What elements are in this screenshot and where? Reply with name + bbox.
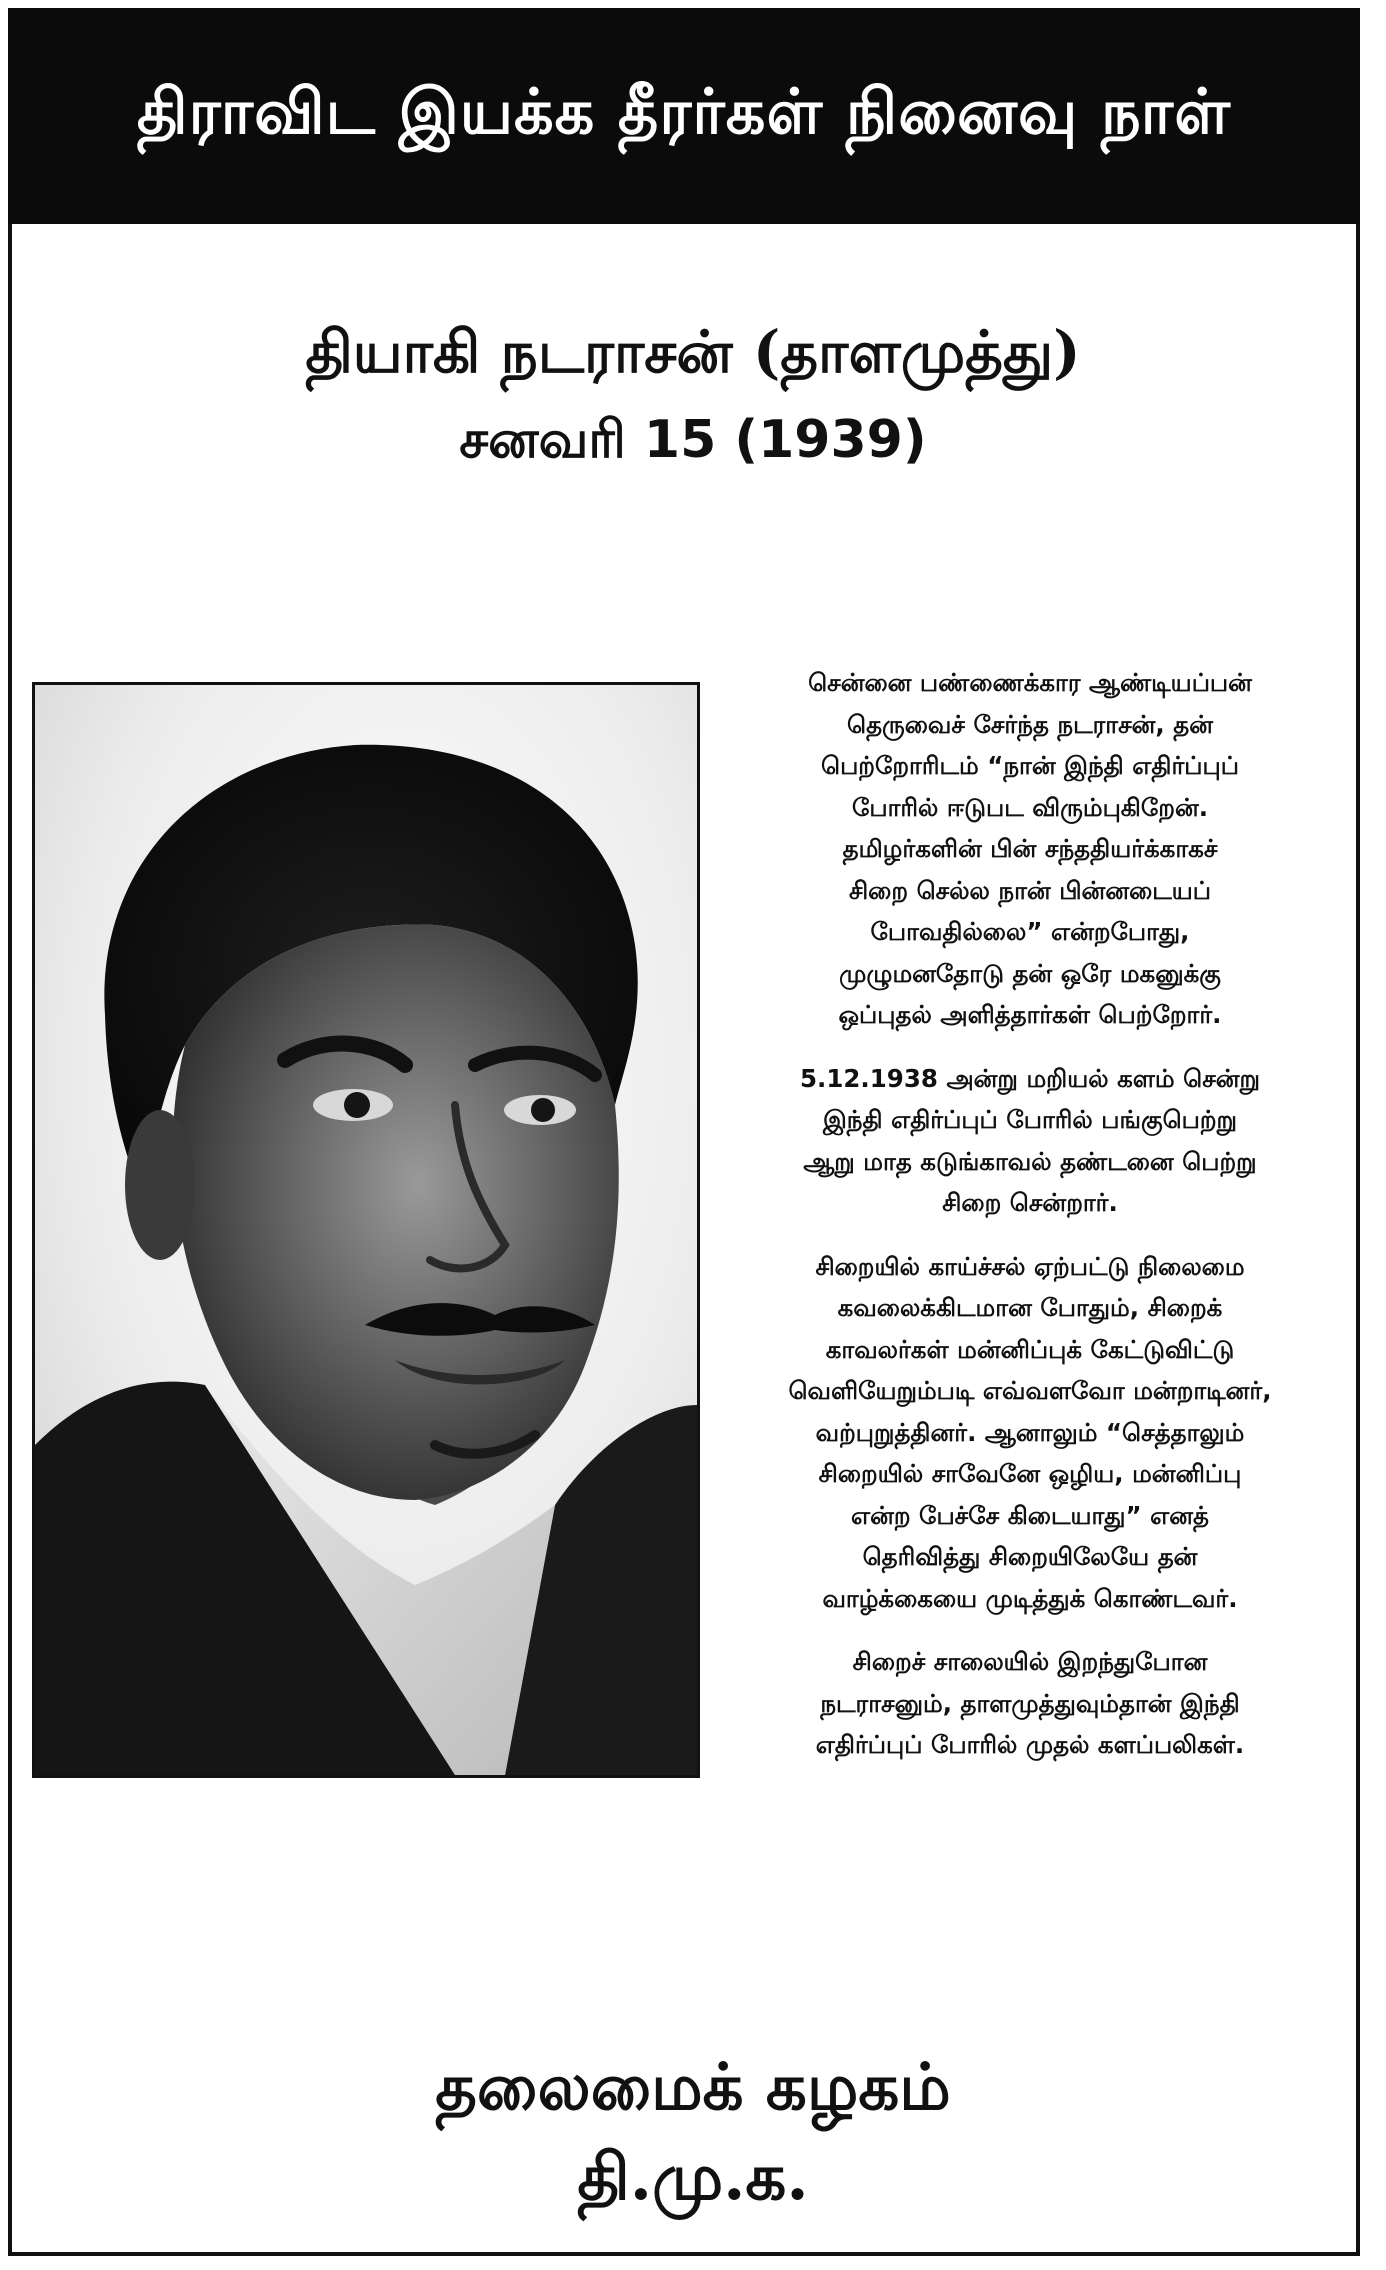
bio-line: என்ற பேச்சே கிடையாது” எனத் xyxy=(850,1500,1210,1530)
bio-line: சிறையில் சாவேனே ஒழிய, மன்னிப்பு xyxy=(818,1459,1242,1488)
bio-line: சிறையில் காய்ச்சல் ஏற்பட்டு நிலைமை xyxy=(815,1251,1245,1281)
banner-title: திராவிட இயக்க தீரர்கள் நினைவு நாள் xyxy=(136,75,1232,148)
bio-line: தெரிவித்து சிறையிலேயே தன் xyxy=(862,1542,1198,1571)
bio-paragraph-3 xyxy=(710,1246,1350,1620)
bio-line: சிறைச் சாலையில் இறந்துபோன xyxy=(852,1647,1208,1676)
biography-text xyxy=(710,662,1350,1788)
memorial-date: சனவரி 15 (1939) xyxy=(459,410,927,470)
bio-line: சிறை சென்றார். xyxy=(942,1188,1118,1217)
footer-organization: தலைமைக் கழகம் xyxy=(435,2050,951,2125)
header-banner xyxy=(8,8,1360,224)
bio-line: இந்தி எதிர்ப்புப் போரில் பங்குபெற்று xyxy=(822,1105,1238,1134)
portrait-drawing xyxy=(35,685,697,1775)
bio-line: ஆறு மாத கடுங்காவல் தண்டனை பெற்று xyxy=(803,1146,1257,1176)
bio-line: பெற்றோரிடம் “நான் இந்தி எதிர்ப்புப் xyxy=(821,751,1239,780)
bio-line: போவதில்லை” என்றபோது, xyxy=(870,917,1190,946)
bio-line: ஒப்புதல் அளித்தார்கள் பெற்றோர். xyxy=(838,1000,1222,1029)
bio-line: 5.12.1938 அன்று மறியல் களம் சென்று xyxy=(799,1063,1261,1093)
bio-line: முழுமனதோடு தன் ஒரே மகனுக்கு xyxy=(839,958,1221,988)
bio-line: காவலர்கள் மன்னிப்புக் கேட்டுவிட்டு xyxy=(825,1334,1235,1364)
bio-line: கவலைக்கிடமான போதும், சிறைக் xyxy=(837,1293,1223,1322)
portrait-photo xyxy=(32,682,700,1778)
footer-party-name: தி.மு.க. xyxy=(577,2140,809,2215)
bio-line: தெருவைச் சேர்ந்த நடராசன், தன் xyxy=(847,709,1213,739)
bio-paragraph-2 xyxy=(710,1058,1350,1224)
bio-line: தமிழர்களின் பின் சந்ததியர்க்காகச் xyxy=(842,834,1218,863)
bio-line: நடராசனும், தாளமுத்துவும்தான் இந்தி xyxy=(820,1688,1240,1718)
bio-paragraph-4 xyxy=(710,1641,1350,1766)
bio-line: வற்புறுத்தினர். ஆனாலும் “செத்தாலும் xyxy=(815,1417,1245,1447)
bio-line: போரில் ஈடுபட விரும்புகிறேன். xyxy=(851,792,1209,822)
martyr-name-title: தியாகி நடராசன் (தாளமுத்து) xyxy=(305,318,1081,386)
bio-line: சிறை செல்ல நான் பின்னடையப் xyxy=(848,875,1211,905)
bio-paragraph-1 xyxy=(710,662,1350,1036)
bio-line: வெளியேறும்படி எவ்வளவோ மன்றாடினர், xyxy=(788,1376,1272,1405)
bio-line: சென்னை பண்ணைக்கார ஆண்டியப்பன் xyxy=(808,668,1252,697)
bio-line: வாழ்க்கையை முடித்துக் கொண்டவர். xyxy=(822,1583,1238,1613)
bio-line: எதிர்ப்புப் போரில் முதல் களப்பலிகள். xyxy=(815,1730,1245,1759)
